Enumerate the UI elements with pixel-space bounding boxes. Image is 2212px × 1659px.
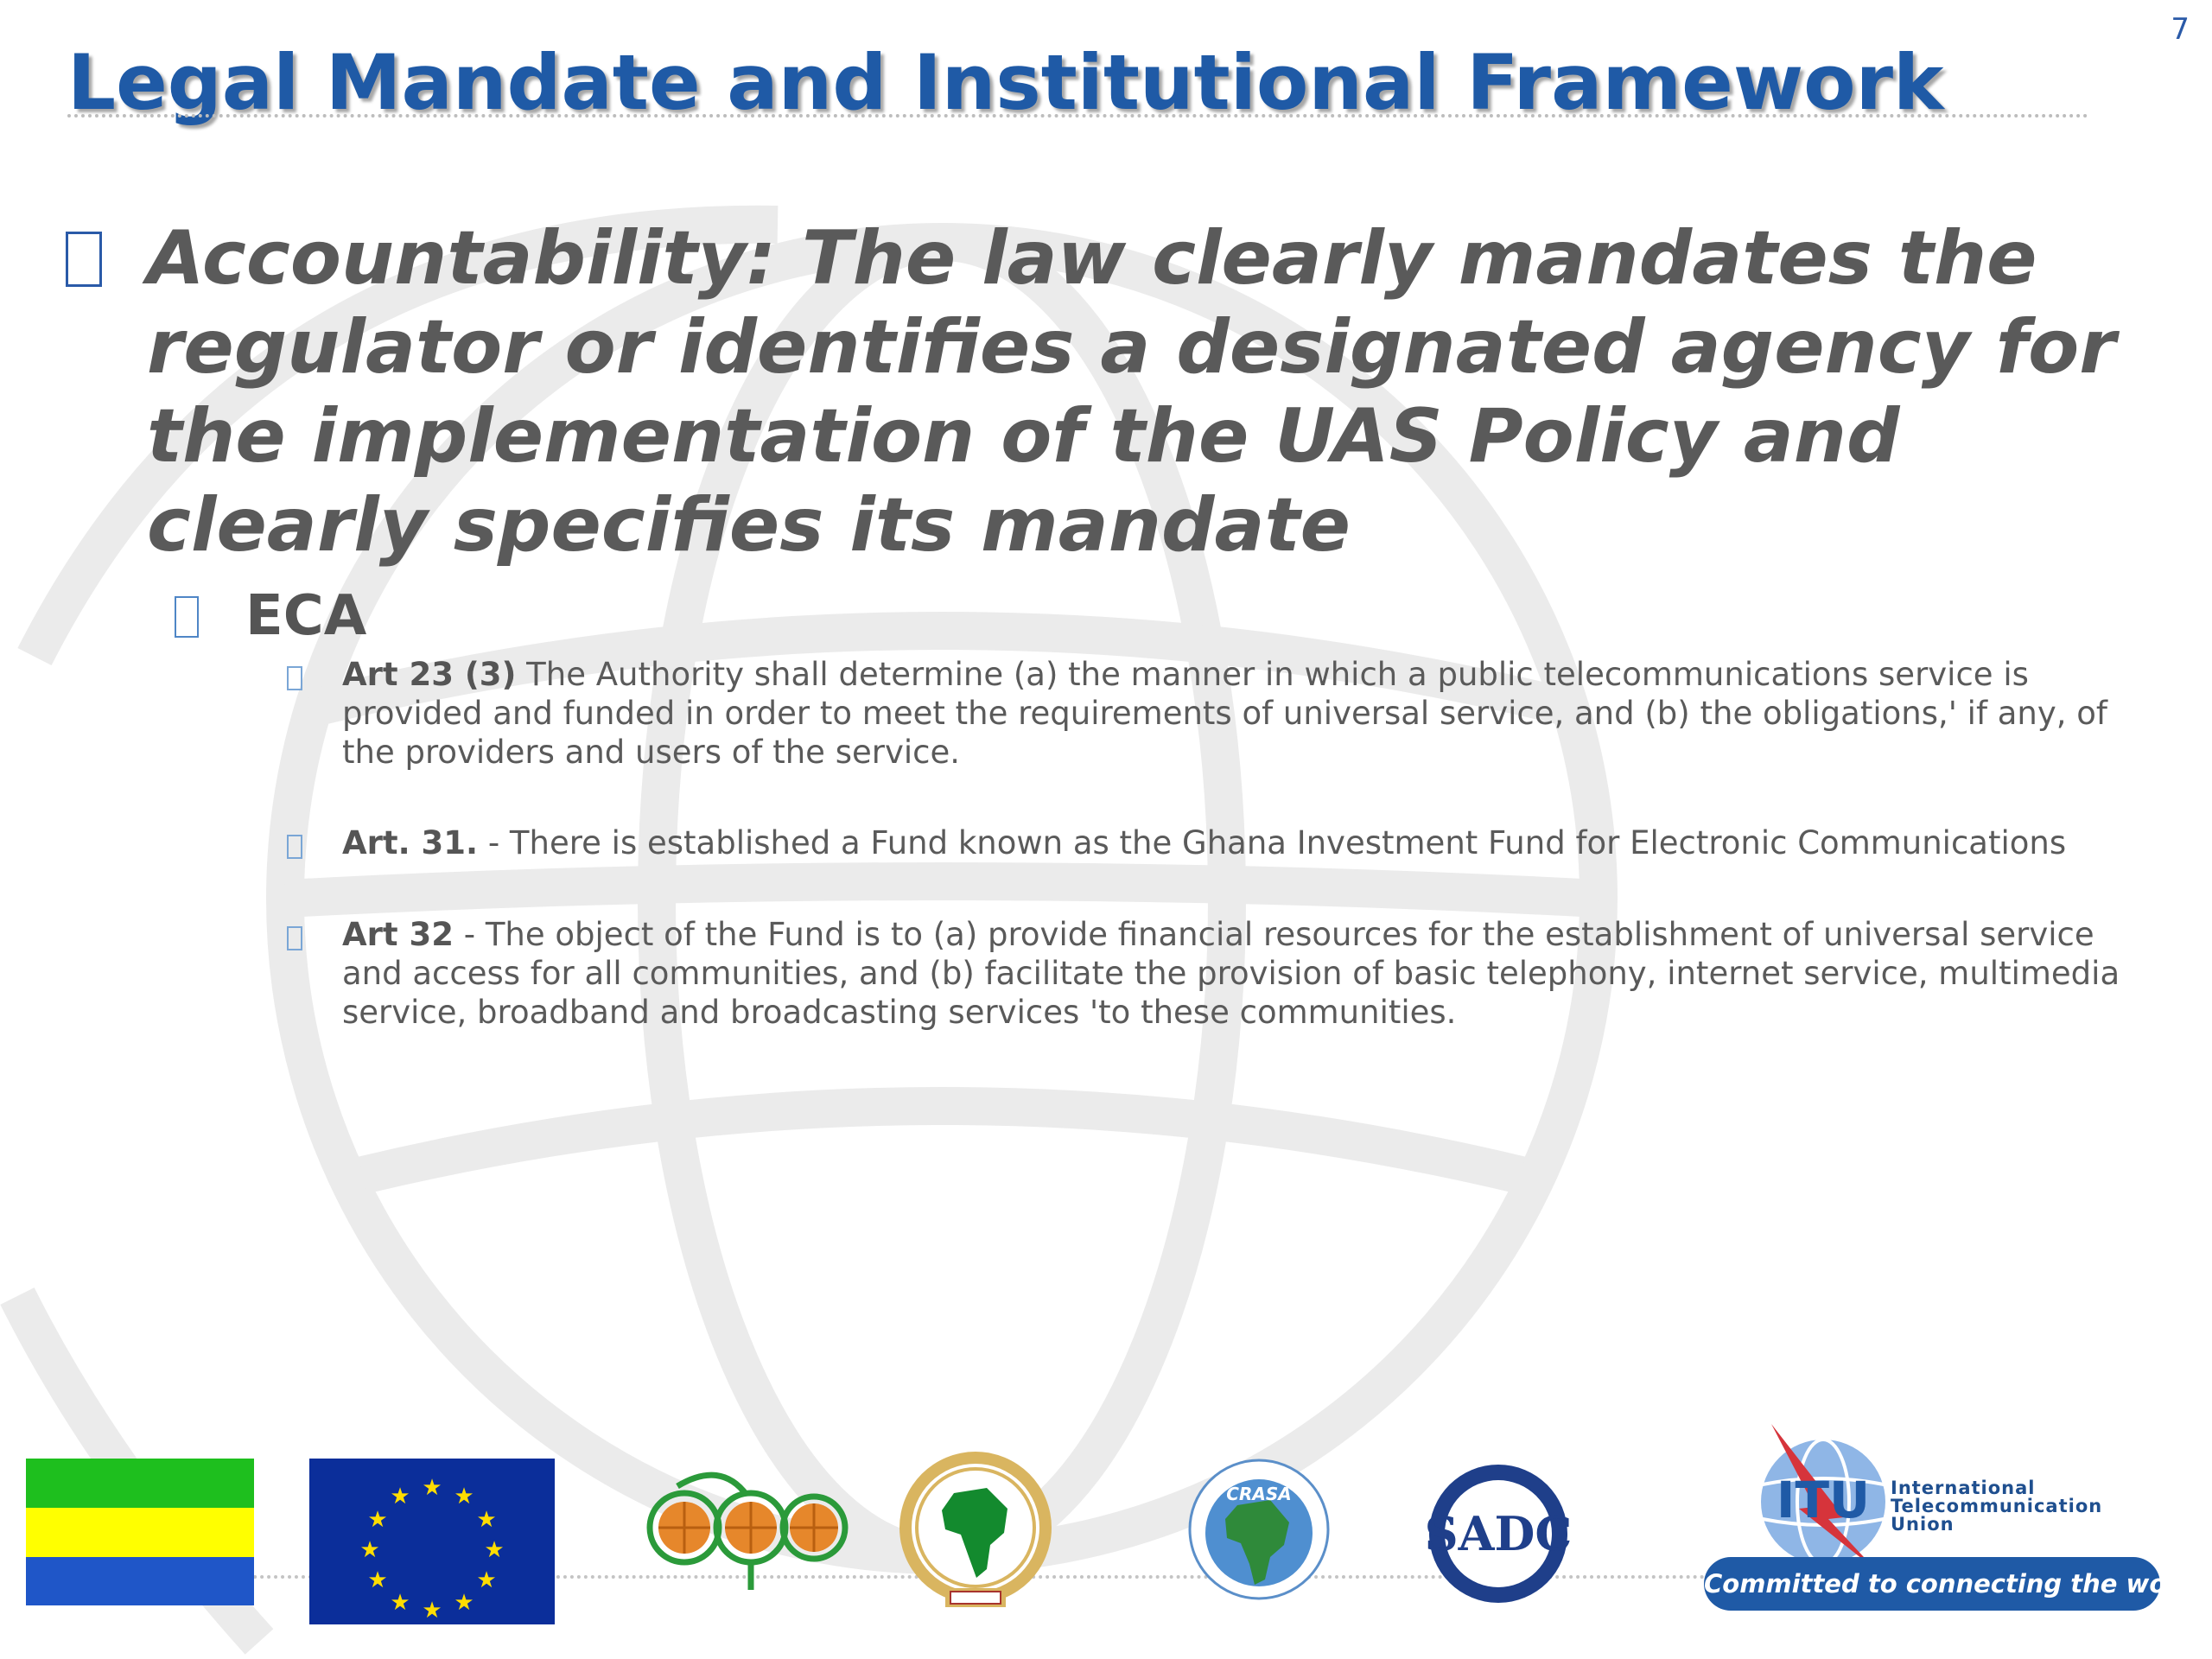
gabon-flag-icon: [26, 1459, 254, 1605]
slide-title: Legal Mandate and Institutional Framework: [67, 38, 1944, 127]
svg-text:★: ★: [422, 1475, 442, 1501]
itu-slogan: Committed to connecting the world: [1704, 1569, 2206, 1599]
svg-text:★: ★: [367, 1507, 388, 1533]
itu-name-line: International: [1891, 1478, 2036, 1498]
article-item: [342, 915, 2139, 1032]
slide-number: 7: [2171, 12, 2190, 47]
sadc-letters: SADC: [1424, 1506, 1573, 1561]
crasa-letters: CRASA: [1226, 1484, 1292, 1504]
african-union-emblem-icon: [893, 1448, 1058, 1618]
sadc-logo-icon: [1421, 1460, 1576, 1607]
svg-text:★: ★: [484, 1537, 505, 1563]
bullet-square-icon: [175, 596, 199, 638]
article-item: [342, 655, 2139, 772]
crasa-logo-icon: [1168, 1450, 1350, 1611]
bullet-square-icon: [66, 232, 102, 287]
article-text: The Authority shall determine (a) the manner in which a public telecommunications service is provided and funded in order to meet the requirements of universal service, and (b) the obligations,' if any, of the providers and users of the service.: [342, 656, 2107, 771]
article-item: [342, 823, 2139, 862]
svg-text:★: ★: [476, 1567, 497, 1593]
bullet-square-icon: [287, 666, 302, 690]
article-ref: Art. 31.: [342, 824, 479, 861]
svg-text:★: ★: [390, 1484, 410, 1510]
itu-short-label: ITU: [1776, 1471, 1871, 1529]
bullet-square-icon: [287, 835, 302, 859]
article-ref: Art 32: [342, 916, 454, 953]
title-divider: [67, 114, 2089, 118]
svg-text:★: ★: [390, 1590, 410, 1616]
sub-bullet-heading: ECA: [245, 584, 367, 648]
acp-logo-icon: [643, 1460, 850, 1599]
article-ref: Art 23 (3): [342, 656, 517, 693]
itu-name-line: Telecommunication: [1891, 1496, 2103, 1516]
article-text: - The object of the Fund is to (a) provide financial resources for the establishment of universal service and access for all communities, and (b) facilitate the provision of basic telephony, internet service, multimedia service, broadband and broadcasting services 'to these communities.: [342, 916, 2120, 1031]
itu-globe-logo-icon: [1754, 1424, 1892, 1571]
article-text: - There is established a Fund known as the Ghana Investment Fund for Electronic Communications: [478, 824, 2067, 861]
itu-name-line: Union: [1891, 1514, 1955, 1535]
svg-text:★: ★: [454, 1590, 474, 1616]
itu-name: [1891, 1479, 2102, 1534]
svg-text:★: ★: [476, 1507, 497, 1533]
svg-text:★: ★: [367, 1567, 388, 1593]
bullet-square-icon: [287, 926, 302, 950]
eu-flag-icon: [309, 1459, 555, 1624]
svg-text:★: ★: [422, 1598, 442, 1624]
svg-text:★: ★: [454, 1484, 474, 1510]
main-bullet-text: Accountability: The law clearly mandates the regulator or identifies a designated agency for the implementation of the UAS Policy and clearly specifies its mandate: [147, 215, 2116, 569]
svg-text:★: ★: [359, 1537, 380, 1563]
